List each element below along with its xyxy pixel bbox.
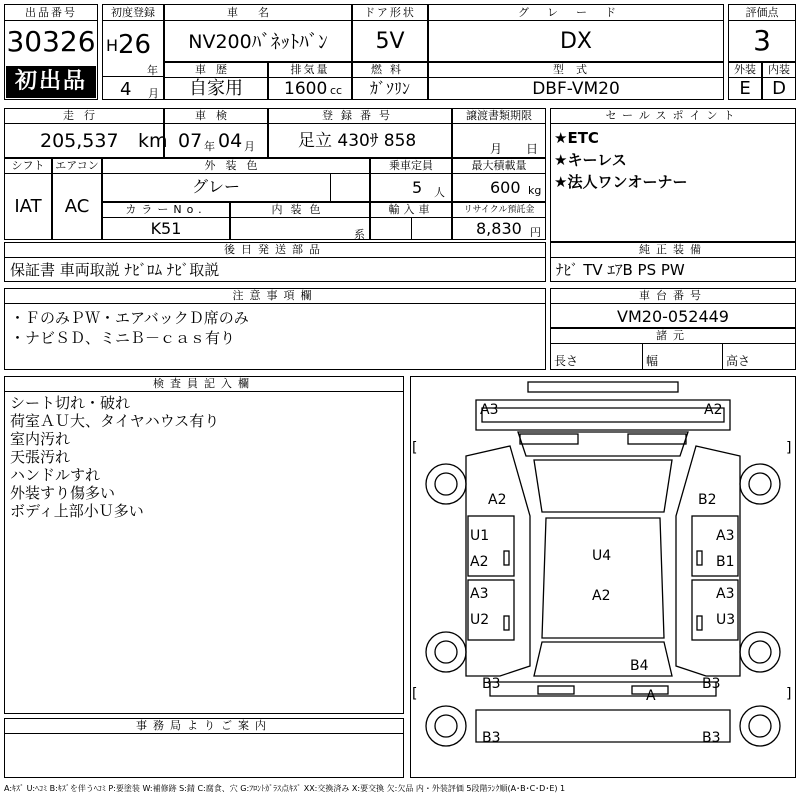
- damage-code: B3: [702, 676, 721, 692]
- damage-code: A2: [592, 588, 611, 604]
- damage-code: U1: [470, 528, 490, 544]
- spare-wheel-right: [740, 706, 780, 746]
- handle: [504, 616, 509, 630]
- inspection-year-unit: 年: [204, 140, 215, 153]
- bracket-mark: [: [412, 440, 418, 456]
- front-body-outline: [476, 400, 730, 430]
- yen-unit: 円: [530, 226, 541, 239]
- damage-code: A3: [470, 586, 489, 602]
- roof-outline: [542, 518, 664, 638]
- bracket-mark: ]: [786, 686, 792, 702]
- chassis-number: VM20-052449: [617, 307, 729, 326]
- km-unit: km: [138, 130, 168, 152]
- history: 自家用: [189, 78, 243, 99]
- handle: [504, 551, 509, 565]
- dims-divider: [642, 344, 643, 370]
- ac: AC: [64, 196, 90, 217]
- chassis-label: 車台番号: [550, 288, 796, 304]
- ac-label: エアコン: [52, 158, 102, 174]
- person-unit: 人: [434, 186, 445, 199]
- inspector-line: 外装すり傷多い: [10, 484, 116, 502]
- damage-code: U2: [470, 612, 490, 628]
- damage-code: B3: [702, 730, 721, 746]
- load: 600: [490, 178, 521, 197]
- damage-code: A: [646, 688, 656, 704]
- inspection-year: 07: [178, 130, 203, 152]
- history-label: 車歴: [164, 62, 268, 78]
- first-registration-label: 初度登録: [102, 4, 164, 21]
- damage-code: U4: [592, 548, 612, 564]
- displacement: 1600: [284, 79, 328, 99]
- reg-no-label: 登録番号: [268, 108, 452, 124]
- transfer-day: 日: [526, 142, 539, 156]
- color-no-label: カラーNo.: [102, 202, 230, 218]
- wheel-front-left-hub: [435, 473, 457, 495]
- door-label: ドア形状: [352, 4, 428, 21]
- notes-label: 注意事項欄: [4, 288, 546, 304]
- score-label: 評価点: [728, 4, 796, 21]
- damage-code: B4: [630, 658, 649, 674]
- cc-unit: cc: [330, 84, 343, 97]
- damage-code: B3: [482, 730, 501, 746]
- load-label: 最大積載量: [452, 158, 546, 174]
- ext-color-label: 外装色: [102, 158, 370, 174]
- office-label: 事務局よりご案内: [4, 718, 404, 734]
- damage-code: A3: [480, 402, 499, 418]
- front-body-inner: [482, 408, 724, 422]
- handle: [697, 616, 702, 630]
- dims-label: 諸元: [550, 328, 796, 344]
- first-reg-month: 4: [120, 79, 132, 100]
- damage-code: A2: [470, 554, 489, 570]
- sales-point-item: ★ETC: [554, 129, 599, 147]
- lot-label: 出品番号: [4, 4, 98, 21]
- car-name: NV200ﾊﾞﾈｯﾄﾊﾞﾝ: [188, 31, 328, 53]
- damage-code: A2: [488, 492, 507, 508]
- grade-label: グレード: [428, 4, 724, 21]
- kg-unit: kg: [528, 184, 542, 197]
- lot-number: 30326: [6, 25, 96, 58]
- notes-line: ・ＦのみＰＷ・エアバックＤ席のみ: [10, 309, 249, 327]
- shift: IAT: [14, 196, 42, 217]
- mileage: 205,537: [40, 130, 119, 152]
- car-name-label: 車名: [164, 4, 352, 21]
- int-color-unit: 系: [354, 228, 365, 241]
- int-grade: D: [772, 78, 786, 99]
- genuine-label: 純正装備: [550, 242, 796, 258]
- ext-label: 外装: [728, 62, 762, 78]
- sales-point-item: ★キーレス: [554, 151, 627, 169]
- wheel-rear-right-hub: [749, 641, 771, 663]
- wheel-front-right-hub: [749, 473, 771, 495]
- spare-wheel-right-hub: [749, 715, 771, 737]
- wheel-rear-left: [426, 632, 466, 672]
- inspector-line: 荷室ＡＵ大、タイヤハウス有り: [10, 412, 220, 430]
- year-unit: 年: [147, 64, 158, 77]
- color-no: K51: [150, 219, 182, 238]
- damage-code: B3: [482, 676, 501, 692]
- capacity-label: 乗車定員: [370, 158, 452, 174]
- inspector-line: 室内汚れ: [10, 430, 71, 448]
- ext-color-divider: [330, 174, 331, 202]
- car-diagram: [410, 376, 796, 778]
- capacity: 5: [412, 178, 423, 197]
- spare-wheel-left-hub: [435, 715, 457, 737]
- mileage-label: 走行: [4, 108, 164, 124]
- later-parts: 保証書 車両取説 ﾅﾋﾞﾛﾑ ﾅﾋﾞ取説: [10, 261, 220, 279]
- damage-code: B2: [698, 492, 717, 508]
- displacement-label: 排気量: [268, 62, 352, 78]
- inspector-line: ハンドルすれ: [10, 466, 101, 484]
- headlight-left: [520, 434, 578, 444]
- ext-color: グレー: [191, 177, 240, 196]
- length-label: 長さ: [554, 354, 579, 368]
- fuel-label: 燃料: [352, 62, 428, 78]
- shift-label: シフト: [4, 158, 52, 174]
- month-unit: 月: [148, 87, 159, 100]
- recycle: 8,830: [476, 219, 522, 238]
- model-label: 型式: [428, 62, 724, 78]
- grade: DX: [559, 29, 592, 54]
- bracket-mark: ]: [786, 440, 792, 456]
- genuine: ﾅﾋﾞ TV ｴｱB PS PW: [556, 261, 685, 279]
- sales-points-label: セールスポイント: [550, 108, 796, 124]
- reg-no: 足立 430ｻ 858: [298, 131, 417, 151]
- fuel: ｶﾞｿﾘﾝ: [369, 79, 410, 98]
- damage-code: U3: [716, 612, 736, 628]
- width-label: 幅: [646, 354, 659, 368]
- score: 3: [753, 24, 771, 57]
- wheel-rear-right: [740, 632, 780, 672]
- rear-bumper-outline: [476, 710, 730, 742]
- first-listing-badge: 初出品: [6, 66, 96, 98]
- headlight-right: [628, 434, 686, 444]
- inspection-month-unit: 月: [244, 140, 255, 153]
- transfer-month: 月: [490, 142, 503, 156]
- damage-code: A3: [716, 528, 735, 544]
- wheel-rear-left-hub: [435, 641, 457, 663]
- first-reg-divider: [102, 76, 164, 77]
- wheel-front-left: [426, 464, 466, 504]
- inspection-month: 04: [218, 130, 243, 152]
- inspector-line: 天張汚れ: [10, 448, 71, 466]
- model: DBF-VM20: [532, 79, 620, 99]
- inspector-label: 検査員記入欄: [4, 376, 404, 392]
- door-type: 5V: [375, 29, 405, 54]
- later-parts-label: 後日発送部品: [4, 242, 546, 258]
- notes-line: ・ナビＳＤ、ミニＢ－ｃａｓ有り: [10, 329, 236, 347]
- import-label: 輸入車: [370, 202, 452, 218]
- first-reg-year: 26: [118, 30, 152, 60]
- front-bumper-outline: [528, 382, 678, 392]
- inspection-label: 車検: [164, 108, 268, 124]
- recycle-label: リサイクル預託金: [452, 202, 546, 218]
- rear-lamp-left: [538, 686, 574, 694]
- damage-code: A2: [704, 402, 723, 418]
- int-color-label: 内装色: [230, 202, 370, 218]
- transfer-label: 譲渡書類期限: [452, 108, 546, 124]
- era-letter: H: [106, 36, 119, 55]
- damage-code: B1: [716, 554, 735, 570]
- ext-grade: E: [739, 78, 751, 99]
- handle: [697, 551, 702, 565]
- windshield-outline: [534, 460, 672, 512]
- damage-code: A3: [716, 586, 735, 602]
- dims-divider: [722, 344, 723, 370]
- inspector-line: ボディ上部小Ｕ多い: [10, 502, 144, 520]
- inspector-line: シート切れ・破れ: [10, 394, 131, 412]
- rear-body-outline: [490, 682, 716, 696]
- sales-point-item: ★法人ワンオーナー: [554, 173, 688, 191]
- import-divider: [411, 218, 412, 240]
- rear-window-outline: [534, 642, 672, 676]
- int-label: 内装: [762, 62, 796, 78]
- spare-wheel-left: [426, 706, 466, 746]
- wheel-front-right: [740, 464, 780, 504]
- bracket-mark: [: [412, 686, 418, 702]
- height-label: 高さ: [726, 354, 751, 368]
- legend-footer: A:ｷｽﾞ U:ﾍｺﾐ B:ｷｽﾞを伴うﾍｺﾐ P:要塗装 W:補修跡 S:錆 C:腐食、穴 G:ﾌﾛﾝﾄｶﾞﾗｽ点ｷｽﾞ XX:交換済み X:要交換 欠:欠品 内・外装評価 5段階ﾗﾝｸ順(A･B･C･D･E) 1: [4, 784, 566, 793]
